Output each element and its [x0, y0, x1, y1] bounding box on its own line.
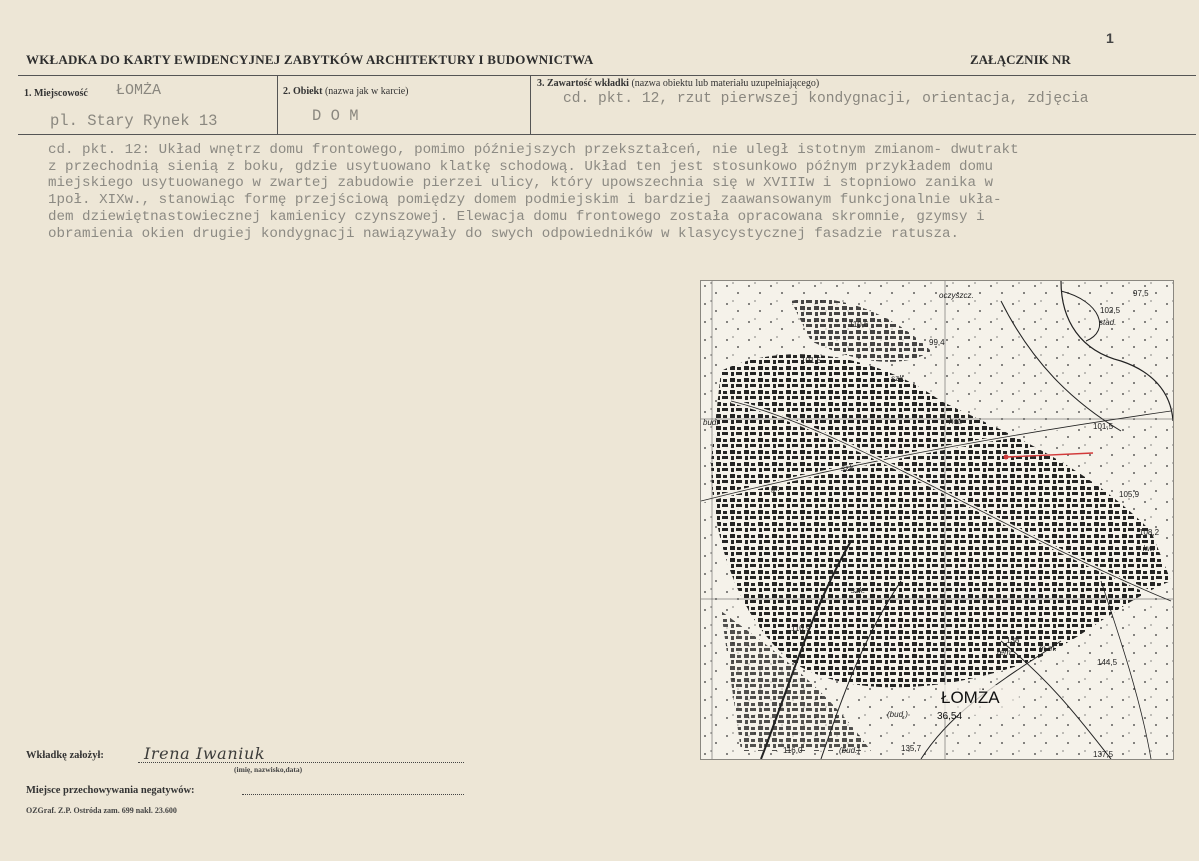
description-line: z przechodnią sienią z boku, gdzie usytuowano klatkę schodową. Układ ten jest stosunkowo późnym przykładem domu [48, 158, 994, 175]
map-label: 101,5 [1093, 422, 1114, 431]
map-label: gr. [771, 484, 781, 493]
map-label: 101,5 [801, 356, 822, 365]
map-label: 99,4 [929, 338, 945, 347]
map-label: 144,5 [1097, 658, 1118, 667]
map-label: szk. [841, 464, 856, 473]
description-line: dem dziewiętnastowiecznej kamienicy czynszowej. Elewacja domu frontowego została opracowana skromnie, gzymsy i [48, 208, 985, 225]
map-label: oczyszcz. [939, 291, 974, 300]
created-by-label: Wkładkę założył: [26, 750, 104, 761]
map-label: 102,5 [1100, 306, 1121, 315]
object-value: D O M [312, 107, 359, 125]
map-label: 97,5 [1133, 289, 1149, 298]
printer-note: OZGraf. Z.P. Ostróda zam. 699 nakł. 23.600 [26, 806, 177, 815]
field-divider [530, 76, 531, 134]
description-text [48, 142, 1198, 242]
map-label: rem. [997, 648, 1013, 657]
negatives-line [242, 794, 464, 795]
map-label: 116,0 [783, 746, 803, 755]
description-line: 1poł. XIXw., stanowiąc formę przejściową pomiędzy domem podmiejskim i bardziej zaawansowanym funkcjonalnie ukła- [48, 192, 1002, 209]
map-city-label: ŁOMŻA [941, 688, 1000, 707]
description-line: obramienia okien drugiej kondygnacji nawiązywały do swych odpowiedników w klasycystycznej fasadzie ratusza. [48, 225, 959, 242]
field-divider [277, 76, 278, 134]
map-label: 137,5 [1093, 750, 1114, 759]
description-line: cd. pkt. 12: Układ wnętrz domu frontowego, pomimo późniejszych przekształceń, nie uległ istotnym zmianom- dwutrakt [48, 142, 1019, 158]
map-label: 135,7 [901, 744, 922, 753]
map-label: kw. [1143, 544, 1155, 553]
negatives-label: Miejsce przechowywania negatywów: [26, 785, 195, 796]
content-label: 3. Zawartość wkładki (nazwa obiektu lub materiału uzupełniającego) [537, 78, 820, 89]
map-label: hot. [949, 417, 963, 426]
map-label: m.m. [1039, 644, 1057, 653]
annex-label: ZAŁĄCZNIK NR [970, 52, 1071, 67]
map-label: szk. [851, 586, 866, 595]
map-label: 110,9 [791, 624, 811, 633]
created-by-caption: (imię, nazwisko,data) [234, 765, 303, 774]
map-label: 110,6 [849, 320, 869, 329]
map-label: stad. [1099, 318, 1117, 327]
object-label: 2. Obiekt (nazwa jak w karcie) [283, 86, 409, 97]
form-title: WKŁADKA DO KARTY EWIDENCYJNEJ ZABYTKÓW ARCHITEKTURY I BUDOWNICTWA [26, 52, 594, 67]
map-label: 105,9 [1119, 490, 1140, 499]
map-label: (bud.) [839, 746, 860, 755]
description-line: miejskiego usytuowanego w zwartej zabudowie pierzei ulicy, który upowszechnia się w XVIIIw i stopniowo zanika w [48, 175, 994, 192]
map-label: szk. [891, 374, 906, 383]
content-value: cd. pkt. 12, rzut pierwszej kondygnacji, orientacja, zdjęcia [563, 91, 1089, 107]
locality-value: ŁOMŻA [116, 82, 162, 99]
page-number: 1 [1106, 30, 1114, 46]
map-label: bud. [703, 418, 719, 427]
map-label: 108,2 [1139, 528, 1160, 537]
map-marker-dot [1004, 455, 1009, 460]
locality-address: pl. Stary Rynek 13 [50, 112, 218, 130]
map-label: (bud.) [887, 710, 908, 719]
created-by-signature: Irena Iwaniuk [144, 744, 266, 763]
map-label: 138 [1006, 636, 1020, 645]
locality-label: 1. Miejscowość [24, 88, 88, 99]
map-elevation-label: 36,54 [937, 711, 963, 722]
location-map [700, 280, 1174, 760]
